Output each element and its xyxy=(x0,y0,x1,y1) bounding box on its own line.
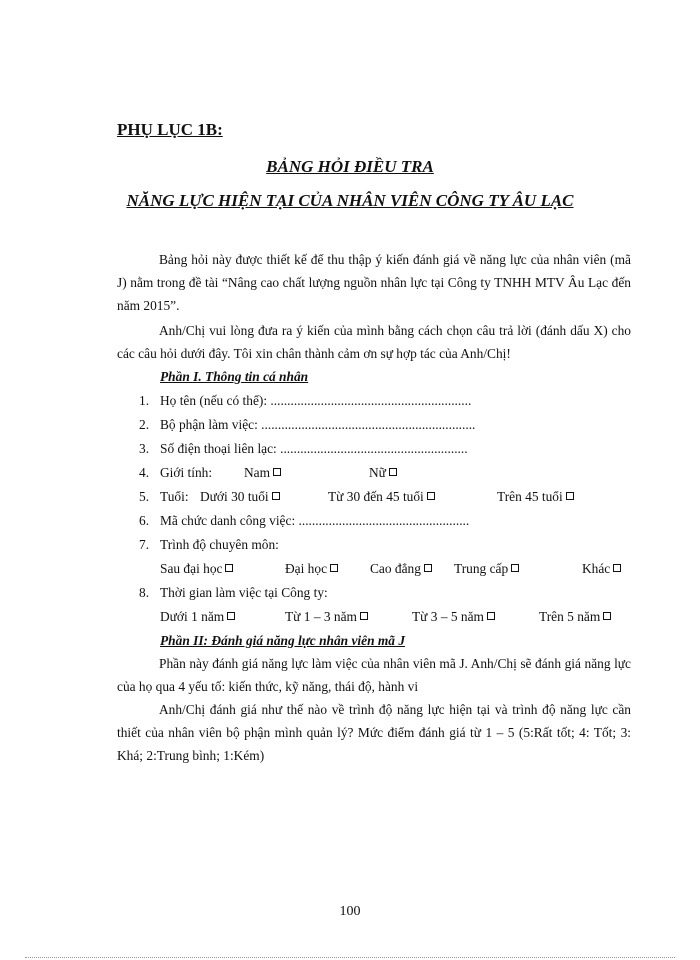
checkbox-icon[interactable] xyxy=(613,564,621,572)
checkbox-icon[interactable] xyxy=(603,612,611,620)
checkbox-icon[interactable] xyxy=(389,468,397,476)
checkbox-icon[interactable] xyxy=(360,612,368,620)
survey-subtitle: NĂNG LỰC HIỆN TẠI CỦA NHÂN VIÊN CÔNG TY ÂU LẠC xyxy=(126,191,574,210)
page-number: 100 xyxy=(339,904,361,919)
intro-paragraph-2: Anh/Chị vui lòng đưa ra ý kiến của mình bằng cách chọn câu trả lời (đánh dấu X) cho các câu hỏi dưới đây. Tôi xin chân thành cảm ơn sự hợp tác của Anh/Chị! xyxy=(117,323,631,361)
department-field[interactable]: Bộ phận làm việc: ................................................................ xyxy=(160,417,476,432)
item-number: 3. xyxy=(139,441,150,456)
age-option-under30[interactable]: Dưới 30 tuổi xyxy=(200,489,280,505)
item-number: 2. xyxy=(139,417,150,432)
part2-paragraph-2: Anh/Chị đánh giá như thế nào về trình độ năng lực hiện tại và trình độ năng lực cần thiết của nhân viên bộ phận mình quản lý? Mức điểm đánh giá từ 1 – 5 (5:Rất tốt; 4: Tốt; 3: Khá; 2:Trung bình; 1:Kém) xyxy=(117,702,631,763)
item-number: 7. xyxy=(139,537,150,552)
section-evaluation: Phần II: Đánh giá năng lực nhân viên mã J xyxy=(160,633,406,648)
item-number: 1. xyxy=(139,393,150,408)
gender-label: Giới tính: xyxy=(160,465,213,480)
section-personal-info: Phần I. Thông tin cá nhân xyxy=(160,369,309,384)
item-number: 4. xyxy=(139,465,150,480)
job-code-field[interactable]: Mã chức danh công việc: ................................................... xyxy=(160,513,470,528)
name-field[interactable]: Họ tên (nếu có thể): ............................................................ xyxy=(160,393,472,408)
education-option-university[interactable]: Đại học xyxy=(285,561,338,577)
checkbox-icon[interactable] xyxy=(273,468,281,476)
gender-option-female[interactable]: Nữ xyxy=(369,465,397,481)
checkbox-icon[interactable] xyxy=(566,492,574,500)
checkbox-icon[interactable] xyxy=(487,612,495,620)
page-bottom-divider xyxy=(25,957,675,958)
part2-paragraph-1: Phần này đánh giá năng lực làm việc của nhân viên mã J. Anh/Chị sẽ đánh giá năng lực của họ qua 4 yếu tố: kiến thức, kỹ năng, thái độ, hành vi xyxy=(117,656,631,694)
checkbox-icon[interactable] xyxy=(330,564,338,572)
item-number: 5. xyxy=(139,489,150,504)
tenure-label: Thời gian làm việc tại Công ty: xyxy=(160,585,328,600)
checkbox-icon[interactable] xyxy=(227,612,235,620)
checkbox-icon[interactable] xyxy=(272,492,280,500)
age-option-over45[interactable]: Trên 45 tuổi xyxy=(497,489,574,505)
item-number: 8. xyxy=(139,585,150,600)
tenure-option-1to3[interactable]: Từ 1 – 3 năm xyxy=(285,609,368,625)
age-option-30to45[interactable]: Từ 30 đến 45 tuổi xyxy=(328,489,435,505)
tenure-option-3to5[interactable]: Từ 3 – 5 năm xyxy=(412,609,495,625)
education-option-other[interactable]: Khác xyxy=(582,561,621,577)
checkbox-icon[interactable] xyxy=(427,492,435,500)
age-label: Tuổi: xyxy=(160,489,189,504)
item-number: 6. xyxy=(139,513,150,528)
intro-paragraph-1: Bảng hỏi này được thiết kế để thu thập ý kiến đánh giá về năng lực của nhân viên (mã J) nằm trong đề tài “Nâng cao chất lượng nguồn nhân lực tại Công ty TNHH MTV Âu Lạc đến năm 2015”. xyxy=(117,252,631,313)
education-option-intermediate[interactable]: Trung cấp xyxy=(454,561,519,577)
checkbox-icon[interactable] xyxy=(511,564,519,572)
education-option-postgrad[interactable]: Sau đại học xyxy=(160,561,233,577)
phone-field[interactable]: Số điện thoại liên lạc: ........................................................ xyxy=(160,441,468,456)
appendix-heading: PHỤ LỤC 1B: xyxy=(117,120,223,139)
education-option-college[interactable]: Cao đẳng xyxy=(370,561,432,577)
checkbox-icon[interactable] xyxy=(225,564,233,572)
tenure-option-under1[interactable]: Dưới 1 năm xyxy=(160,609,235,625)
tenure-option-over5[interactable]: Trên 5 năm xyxy=(539,609,611,625)
gender-option-male[interactable]: Nam xyxy=(244,465,281,481)
survey-title: BẢNG HỎI ĐIỀU TRA xyxy=(266,157,434,176)
checkbox-icon[interactable] xyxy=(424,564,432,572)
education-label: Trình độ chuyên môn: xyxy=(160,537,279,552)
